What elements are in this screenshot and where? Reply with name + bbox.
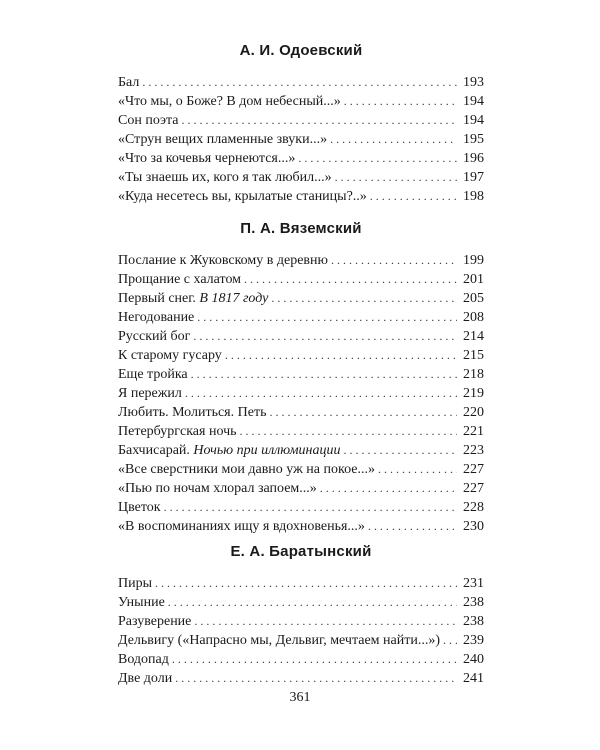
entry-title: Цветок <box>118 500 161 515</box>
toc-section-odoevsky <box>118 41 484 206</box>
toc-entry <box>118 130 484 149</box>
dot-leader <box>370 187 457 206</box>
toc-section-vyazemsky <box>118 219 484 536</box>
toc-entry <box>118 650 484 669</box>
toc-list <box>118 251 484 536</box>
toc-entry <box>118 612 484 631</box>
dot-leader <box>271 289 457 308</box>
toc-entry <box>118 111 484 130</box>
entry-page: 238 <box>463 595 484 610</box>
entry-subtitle: Ночью при иллюминации <box>193 443 341 458</box>
dot-leader <box>344 441 457 460</box>
dot-leader <box>240 422 457 441</box>
entry-page: 214 <box>463 329 484 344</box>
dot-leader <box>175 669 457 688</box>
entry-page: 220 <box>463 405 484 420</box>
entry-title: «Пью по ночам хлорал запоем...» <box>118 481 317 496</box>
entry-page: 194 <box>463 113 484 128</box>
entry-page: 194 <box>463 94 484 109</box>
entry-page: 195 <box>463 132 484 147</box>
entry-page: 228 <box>463 500 484 515</box>
entry-page: 221 <box>463 424 484 439</box>
dot-leader <box>194 612 457 631</box>
entry-page: 231 <box>463 576 484 591</box>
toc-entry <box>118 498 484 517</box>
entry-page: 198 <box>463 189 484 204</box>
toc-entry <box>118 327 484 346</box>
entry-title: Пиры <box>118 576 153 591</box>
dot-leader <box>193 327 457 346</box>
entry-title: «Струн вещих пламенные звуки...» <box>118 132 328 147</box>
toc-entry <box>118 251 484 270</box>
toc-entry <box>118 92 484 111</box>
author-heading: П. А. Вяземский <box>240 220 362 237</box>
entry-page: 240 <box>463 652 484 667</box>
entry-page: 239 <box>463 633 484 648</box>
entry-title: Еще тройка <box>118 367 188 382</box>
toc-entry <box>118 441 484 460</box>
entry-page: 219 <box>463 386 484 401</box>
entry-title: «Ты знаешь их, кого я так любил...» <box>118 170 332 185</box>
toc-entry <box>118 149 484 168</box>
toc-entry <box>118 308 484 327</box>
entry-title: Сон поэта <box>118 113 179 128</box>
toc-list <box>118 574 484 688</box>
toc-entry <box>118 479 484 498</box>
entry-page: 193 <box>463 75 484 90</box>
entry-title-main: Первый снег. <box>118 291 200 306</box>
entry-title: Разуверение <box>118 614 192 629</box>
toc-entry <box>118 270 484 289</box>
dot-leader <box>185 384 457 403</box>
toc-entry <box>118 384 484 403</box>
entry-page: 215 <box>463 348 484 363</box>
toc-entry <box>118 403 484 422</box>
entry-title: Послание к Жуковскому в деревню <box>118 253 328 268</box>
toc-entry <box>118 517 484 536</box>
dot-leader <box>142 73 457 92</box>
toc-entry <box>118 168 484 187</box>
entry-title: «Куда несетесь вы, крылатые станицы?..» <box>118 189 367 204</box>
toc-list <box>118 73 484 206</box>
entry-page: 241 <box>463 671 484 686</box>
entry-page: 199 <box>463 253 484 268</box>
toc-entry <box>118 669 484 688</box>
dot-leader <box>378 460 457 479</box>
entry-title: Негодование <box>118 310 195 325</box>
dot-leader <box>298 149 457 168</box>
entry-title: «Что за кочевья чернеются...» <box>118 151 296 166</box>
entry-title: Бал <box>118 75 140 90</box>
entry-title <box>118 441 341 460</box>
entry-page: 196 <box>463 151 484 166</box>
dot-leader <box>244 270 457 289</box>
dot-leader <box>331 251 457 270</box>
toc-entry <box>118 574 484 593</box>
dot-leader <box>164 498 457 517</box>
author-heading: Е. А. Баратынский <box>230 543 372 560</box>
dot-leader <box>182 111 457 130</box>
entry-title: Две доли <box>118 671 173 686</box>
dot-leader <box>335 168 457 187</box>
dot-leader <box>344 92 457 111</box>
page-number: 361 <box>289 690 311 705</box>
toc-section-baratynsky <box>118 542 484 688</box>
entry-title: «Все сверстники мои давно уж на покое...» <box>118 462 375 477</box>
entry-title-main: Бахчисарай. <box>118 443 194 458</box>
entry-title <box>118 289 268 308</box>
entry-title: Русский бог <box>118 329 191 344</box>
dot-leader <box>172 650 457 669</box>
toc-entry <box>118 346 484 365</box>
entry-title: Уныние <box>118 595 165 610</box>
entry-page: 201 <box>463 272 484 287</box>
dot-leader <box>168 593 457 612</box>
entry-title: Водопад <box>118 652 169 667</box>
toc-entry <box>118 365 484 384</box>
entry-page: 238 <box>463 614 484 629</box>
entry-page: 208 <box>463 310 484 325</box>
entry-page: 223 <box>463 443 484 458</box>
dot-leader <box>269 403 457 422</box>
dot-leader <box>197 308 457 327</box>
entry-page: 205 <box>463 291 484 306</box>
entry-title: Дельвигу («Напрасно мы, Дельвиг, мечтаем найти...») <box>118 633 441 648</box>
toc-entry <box>118 289 484 308</box>
entry-title: Прощание с халатом <box>118 272 242 287</box>
entry-title: Я пережил <box>118 386 182 401</box>
entry-title: «В воспоминаниях ищу я вдохновенья...» <box>118 519 365 534</box>
entry-page: 197 <box>463 170 484 185</box>
toc-entry <box>118 631 484 650</box>
dot-leader <box>155 574 457 593</box>
entry-title: Любить. Молиться. Петь <box>118 405 267 420</box>
entry-page: 230 <box>463 519 484 534</box>
entry-title: К старому гусару <box>118 348 222 363</box>
entry-title: Петербургская ночь <box>118 424 237 439</box>
toc-entry <box>118 460 484 479</box>
dot-leader <box>330 130 457 149</box>
entry-page: 218 <box>463 367 484 382</box>
toc-entry <box>118 73 484 92</box>
author-heading: А. И. Одоевский <box>239 42 363 59</box>
toc-entry <box>118 593 484 612</box>
entry-title: «Что мы, о Боже? В дом небесный...» <box>118 94 341 109</box>
dot-leader <box>320 479 457 498</box>
dot-leader <box>191 365 457 384</box>
dot-leader <box>225 346 457 365</box>
entry-page: 227 <box>463 481 484 496</box>
entry-page: 227 <box>463 462 484 477</box>
dot-leader <box>368 517 457 536</box>
toc-entry <box>118 187 484 206</box>
toc-entry <box>118 422 484 441</box>
dot-leader <box>443 631 457 650</box>
entry-subtitle: В 1817 году <box>199 291 269 306</box>
